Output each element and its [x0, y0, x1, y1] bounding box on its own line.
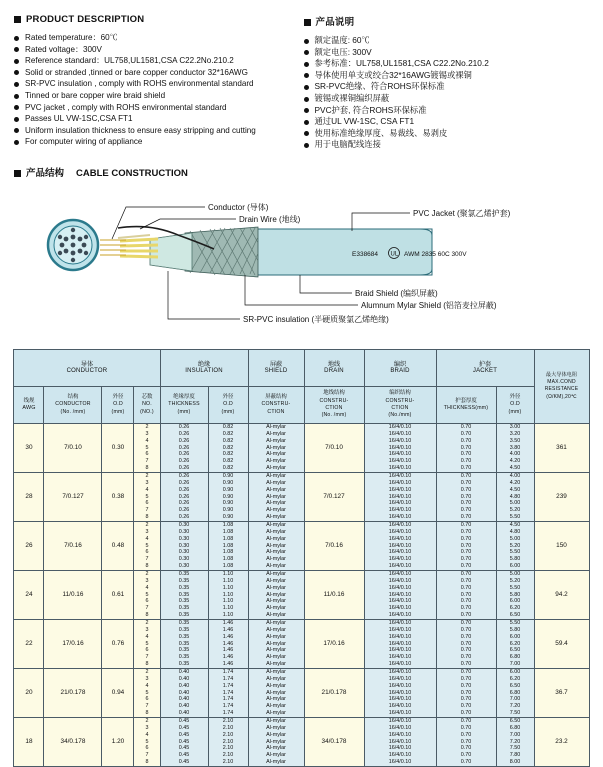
- specification-table: [13, 349, 589, 767]
- cell-shield: Al-mylar Al-mylar Al-mylar Al-mylar Al-mylar Al-mylar Al-mylar: [248, 423, 304, 472]
- label-conductor: Conductor (导体): [208, 202, 269, 212]
- list-item: Rated temperature：60℃: [14, 32, 304, 44]
- cell-drain: 17/0.16: [304, 619, 364, 668]
- list-item: SR-PVC insulation , comply with ROHS environmental standard: [14, 78, 304, 90]
- cell-insulation-od: 1.08 1.08 1.08 1.08 1.08 1.08 1.08: [208, 521, 248, 570]
- cell-braid: 16/4/0.10 16/4/0.10 16/4/0.10 16/4/0.10 16/4/0.10 16/4/0.10 16/4/0.10: [364, 668, 436, 717]
- cell-drain: 34/0.178: [304, 717, 364, 766]
- cell-braid: 16/4/0.10 16/4/0.10 16/4/0.10 16/4/0.10 16/4/0.10 16/4/0.10 16/4/0.10: [364, 423, 436, 472]
- cell-jacket-od: 3.00 3.20 3.50 3.80 4.00 4.20 4.50: [496, 423, 534, 472]
- english-heading: PRODUCT DESCRIPTION: [14, 14, 304, 25]
- cell-shield: Al-mylar Al-mylar Al-mylar Al-mylar Al-mylar Al-mylar Al-mylar: [248, 570, 304, 619]
- list-item: PVC jacket , comply with ROHS environmental standard: [14, 102, 304, 114]
- table-row: [14, 668, 589, 717]
- cell-jacket-thickness: 0.70 0.70 0.70 0.70 0.70 0.70 0.70: [436, 668, 496, 717]
- cell-cores: 2 3 4 5 6 7 8: [134, 472, 160, 521]
- cell-braid: 16/4/0.10 16/4/0.10 16/4/0.10 16/4/0.10 16/4/0.10 16/4/0.10 16/4/0.10: [364, 472, 436, 521]
- cell-conductor: 21/0.178: [44, 668, 102, 717]
- cell-resistance: 59.4: [534, 619, 589, 668]
- cell-resistance: 150: [534, 521, 589, 570]
- cell-jacket-thickness: 0.70 0.70 0.70 0.70 0.70 0.70 0.70: [436, 423, 496, 472]
- construction-heading: 产品结构 CABLE CONSTRUCTION: [14, 165, 603, 179]
- header-jacket-group: 护套 JACKET: [436, 349, 534, 386]
- subheader-braid-construction: 编织结构 CONSTRU- CTION (No./mm): [364, 386, 436, 423]
- cell-conductor-od: 0.30: [102, 423, 134, 472]
- cell-drain: 7/0.10: [304, 423, 364, 472]
- cell-shield: Al-mylar Al-mylar Al-mylar Al-mylar Al-mylar Al-mylar Al-mylar: [248, 717, 304, 766]
- subheader-insulation-thickness: 绝缘厚度 THICKNESS (mm): [160, 386, 208, 423]
- cell-shield: Al-mylar Al-mylar Al-mylar Al-mylar Al-mylar Al-mylar Al-mylar: [248, 619, 304, 668]
- english-bullet-list: [14, 32, 304, 148]
- cell-drain: 11/0.16: [304, 570, 364, 619]
- cell-awg: 26: [14, 521, 44, 570]
- cell-conductor-od: 0.61: [102, 570, 134, 619]
- label-pvc-jacket: PVC Jacket (聚氯乙烯护套): [413, 208, 511, 218]
- header-resistance: 最大导体电阻 MAX.COND RESISTANCE (Ω/KM),20℃: [534, 349, 589, 423]
- cell-shield: Al-mylar Al-mylar Al-mylar Al-mylar Al-mylar Al-mylar Al-mylar: [248, 521, 304, 570]
- cell-insulation-thickness: 0.35 0.35 0.35 0.35 0.35 0.35 0.35: [160, 570, 208, 619]
- table-row: [14, 423, 589, 472]
- label-insulation: SR-PVC insulation (半硬质聚氯乙烯绝缘): [243, 314, 389, 324]
- cell-jacket-thickness: 0.70 0.70 0.70 0.70 0.70 0.70 0.70: [436, 717, 496, 766]
- cell-cores: 2 3 4 5 6 7 8: [134, 423, 160, 472]
- header-braid-group: 编织 BRAID: [364, 349, 436, 386]
- cell-drain: 7/0.127: [304, 472, 364, 521]
- list-item: 参考标准：UL758,UL1581,CSA C22.2No.210.2: [304, 58, 594, 70]
- cell-insulation-od: 0.90 0.90 0.90 0.90 0.90 0.90 0.90: [208, 472, 248, 521]
- cell-jacket-od: 4.00 4.20 4.50 4.80 5.00 5.20 5.50: [496, 472, 534, 521]
- header-drain-group: 地线 DRAIN: [304, 349, 364, 386]
- cell-conductor: 7/0.10: [44, 423, 102, 472]
- label-drain-wire: Drain Wire (地线): [239, 214, 301, 224]
- subheader-od: 外径 O.D (mm): [102, 386, 134, 423]
- subheader-insulation-od: 外径 O.D (mm): [208, 386, 248, 423]
- cell-conductor-od: 0.48: [102, 521, 134, 570]
- cell-jacket-od: 5.00 5.20 5.50 5.80 6.00 6.20 6.50: [496, 570, 534, 619]
- list-item: PVC护套, 符合ROHS环保标准: [304, 105, 594, 117]
- chinese-bullet-list: [304, 35, 594, 151]
- chinese-heading: 产品说明: [304, 14, 594, 28]
- cell-shield: Al-mylar Al-mylar Al-mylar Al-mylar Al-mylar Al-mylar Al-mylar: [248, 472, 304, 521]
- cell-insulation-od: 2.10 2.10 2.10 2.10 2.10 2.10 2.10: [208, 717, 248, 766]
- cell-conductor: 11/0.16: [44, 570, 102, 619]
- cell-insulation-thickness: 0.45 0.45 0.45 0.45 0.45 0.45 0.45: [160, 717, 208, 766]
- cell-jacket-od: 5.50 5.80 6.00 6.20 6.50 6.80 7.00: [496, 619, 534, 668]
- cell-cores: 2 3 4 5 6 7 8: [134, 668, 160, 717]
- cell-conductor: 34/0.178: [44, 717, 102, 766]
- cell-cores: 2 3 4 5 6 7 8: [134, 521, 160, 570]
- cell-conductor: 7/0.127: [44, 472, 102, 521]
- cell-insulation-thickness: 0.40 0.40 0.40 0.40 0.40 0.40 0.40: [160, 668, 208, 717]
- subheader-cores: 芯数 NO. (NO.): [134, 386, 160, 423]
- subheader-jacket-od: 外径 O.D (mm): [496, 386, 534, 423]
- square-bullet-icon: [14, 170, 21, 177]
- list-item: 通过UL VW-1SC, CSA FT1: [304, 116, 594, 128]
- cell-awg: 30: [14, 423, 44, 472]
- cell-awg: 18: [14, 717, 44, 766]
- list-item: Reference standard：UL758,UL1581,CSA C22.2No.210.2: [14, 55, 304, 67]
- label-braid-shield: Braid Shield (编织屏蔽): [355, 288, 438, 298]
- cell-insulation-od: 0.82 0.82 0.82 0.82 0.82 0.82 0.82: [208, 423, 248, 472]
- cell-braid: 16/4/0.10 16/4/0.10 16/4/0.10 16/4/0.10 16/4/0.10 16/4/0.10 16/4/0.10: [364, 570, 436, 619]
- cell-jacket-thickness: 0.70 0.70 0.70 0.70 0.70 0.70 0.70: [436, 521, 496, 570]
- cell-jacket-od: 6.50 6.80 7.00 7.20 7.50 7.80 8.00: [496, 717, 534, 766]
- cell-insulation-od: 1.10 1.10 1.10 1.10 1.10 1.10 1.10: [208, 570, 248, 619]
- header-insulation-group: 绝缘 INSULATION: [160, 349, 248, 386]
- cable-construction-diagram: [0, 183, 603, 343]
- cell-cores: 2 3 4 5 6 7 8: [134, 619, 160, 668]
- list-item: Passes UL VW-1SC,CSA FT1: [14, 113, 304, 125]
- cell-insulation-od: 1.46 1.46 1.46 1.46 1.46 1.46 1.46: [208, 619, 248, 668]
- cell-jacket-od: 4.50 4.80 5.00 5.20 5.50 5.80 6.00: [496, 521, 534, 570]
- list-item: Solid or stranded ,tinned or bare copper conductor 32*16AWG: [14, 67, 304, 79]
- list-item: 使用标准绝缘厚度、易裁线、易剥皮: [304, 128, 594, 140]
- table-row: [14, 521, 589, 570]
- label-mylar-shield: Alumnum Mylar Shield (铝箔麦拉屏蔽): [361, 300, 497, 310]
- cell-resistance: 36.7: [534, 668, 589, 717]
- cell-jacket-thickness: 0.70 0.70 0.70 0.70 0.70 0.70 0.70: [436, 472, 496, 521]
- cell-awg: 22: [14, 619, 44, 668]
- table-body: [14, 423, 589, 766]
- cell-conductor-od: 0.94: [102, 668, 134, 717]
- list-item: 导体使用单支或绞合32*16AWG镀锡或裸铜: [304, 70, 594, 82]
- ul-file-number: E338684: [352, 250, 379, 258]
- description-section: [0, 0, 603, 151]
- list-item: Rated voltage：300V: [14, 44, 304, 56]
- ul-awm-text: AWM 2835 60C 300V: [404, 250, 467, 258]
- cell-awg: 24: [14, 570, 44, 619]
- cell-drain: 21/0.178: [304, 668, 364, 717]
- cell-shield: Al-mylar Al-mylar Al-mylar Al-mylar Al-mylar Al-mylar Al-mylar: [248, 668, 304, 717]
- cell-braid: 16/4/0.10 16/4/0.10 16/4/0.10 16/4/0.10 16/4/0.10 16/4/0.10 16/4/0.10: [364, 619, 436, 668]
- table-row: [14, 619, 589, 668]
- list-item: 用于电脑配线连接: [304, 139, 594, 151]
- table-header-group: [14, 349, 589, 386]
- list-item: Uniform insulation thickness to ensure easy stripping and cutting: [14, 125, 304, 137]
- cell-insulation-thickness: 0.26 0.26 0.26 0.26 0.26 0.26 0.26: [160, 423, 208, 472]
- cell-braid: 16/4/0.10 16/4/0.10 16/4/0.10 16/4/0.10 16/4/0.10 16/4/0.10 16/4/0.10: [364, 521, 436, 570]
- cell-braid: 16/4/0.10 16/4/0.10 16/4/0.10 16/4/0.10 16/4/0.10 16/4/0.10 16/4/0.10: [364, 717, 436, 766]
- cell-jacket-thickness: 0.70 0.70 0.70 0.70 0.70 0.70 0.70: [436, 570, 496, 619]
- list-item: For computer wiring of appliance: [14, 136, 304, 148]
- svg-text:UL: UL: [390, 251, 399, 258]
- list-item: 额定电压: 300V: [304, 47, 594, 59]
- table-row: [14, 717, 589, 766]
- subheader-awg: 线规 AWG: [14, 386, 44, 423]
- cell-awg: 28: [14, 472, 44, 521]
- cell-resistance: 23.2: [534, 717, 589, 766]
- cell-jacket-thickness: 0.70 0.70 0.70 0.70 0.70 0.70 0.70: [436, 619, 496, 668]
- cell-cores: 2 3 4 5 6 7 8: [134, 717, 160, 766]
- header-conductor-group: 导体 CONDUCTOR: [14, 349, 160, 386]
- cell-insulation-thickness: 0.26 0.26 0.26 0.26 0.26 0.26 0.26: [160, 472, 208, 521]
- subheader-jacket-thickness: 护套厚度 THICKNESS(mm): [436, 386, 496, 423]
- cell-jacket-od: 6.00 6.20 6.50 6.80 7.00 7.20 7.50: [496, 668, 534, 717]
- description-english: [14, 14, 304, 151]
- cell-resistance: 239: [534, 472, 589, 521]
- cell-conductor: 17/0.16: [44, 619, 102, 668]
- header-shield-group: 屏蔽 SHIELD: [248, 349, 304, 386]
- table-row: [14, 472, 589, 521]
- cell-drain: 7/0.16: [304, 521, 364, 570]
- cell-awg: 20: [14, 668, 44, 717]
- cell-conductor-od: 0.38: [102, 472, 134, 521]
- list-item: SR-PVC绝缘、符合ROHS环保标准: [304, 81, 594, 93]
- table-subheader-group: [14, 386, 589, 423]
- description-chinese: [304, 14, 594, 151]
- cell-cores: 2 3 4 5 6 7 8: [134, 570, 160, 619]
- cell-insulation-od: 1.74 1.74 1.74 1.74 1.74 1.74 1.74: [208, 668, 248, 717]
- subheader-conductor-构造: 结构 CONDUCTOR (No. /mm): [44, 386, 102, 423]
- list-item: 镀锡或裸铜编织屏蔽: [304, 93, 594, 105]
- square-bullet-icon: [304, 19, 311, 26]
- cell-resistance: 361: [534, 423, 589, 472]
- cell-resistance: 94.2: [534, 570, 589, 619]
- subheader-shield-construction: 屏蔽结构 CONSTRU- CTION: [248, 386, 304, 423]
- table-row: [14, 570, 589, 619]
- cell-insulation-thickness: 0.30 0.30 0.30 0.30 0.30 0.30 0.30: [160, 521, 208, 570]
- cell-insulation-thickness: 0.35 0.35 0.35 0.35 0.35 0.35 0.35: [160, 619, 208, 668]
- cell-conductor-od: 0.76: [102, 619, 134, 668]
- square-bullet-icon: [14, 16, 21, 23]
- cell-conductor: 7/0.16: [44, 521, 102, 570]
- subheader-drain-construction: 地线结构 CONSTRU- CTION (No. /mm): [304, 386, 364, 423]
- list-item: 额定温度: 60℃: [304, 35, 594, 47]
- cell-conductor-od: 1.20: [102, 717, 134, 766]
- list-item: Tinned or bare copper wire braid shield: [14, 90, 304, 102]
